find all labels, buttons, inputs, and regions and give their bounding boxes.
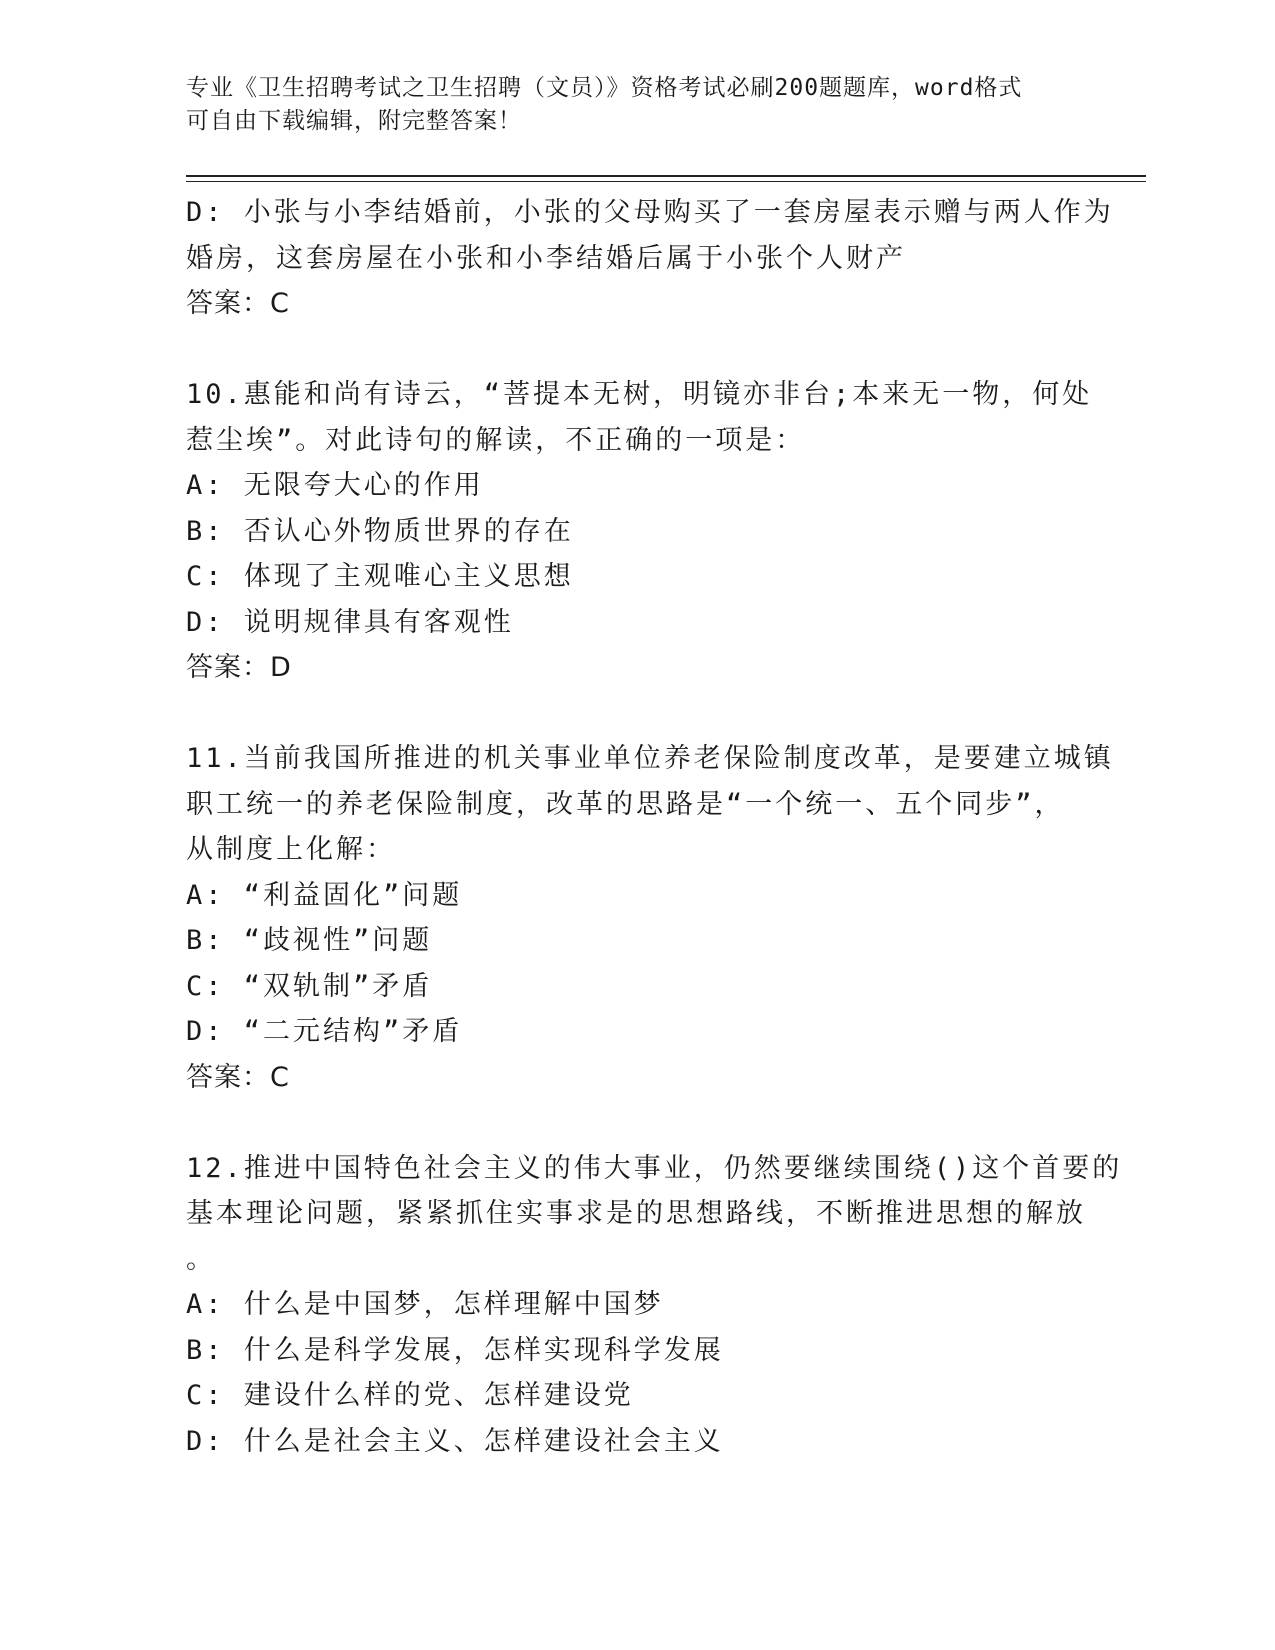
option-d: D: 说明规律具有客观性	[186, 606, 514, 638]
option-b: B: 否认心外物质世界的存在	[186, 515, 574, 547]
spacer	[186, 1100, 1086, 1146]
header-divider-thick	[186, 175, 1146, 177]
option-a: A: 无限夸大心的作用	[186, 470, 484, 501]
question-stem-line-2: 惹尘埃”。对此诗句的解读，不正确的一项是：	[186, 424, 806, 456]
spacer	[186, 327, 1086, 373]
question-stem-line-2: 基本理论问题，紧紧抓住实事求是的思想路线，不断推进思想的解放	[186, 1198, 1086, 1229]
option-d-line-1: D: 小张与小李结婚前，小张的父母购买了一套房屋表示赠与两人作为	[186, 197, 1114, 228]
question-stem-line-1: 12.推进中国特色社会主义的伟大事业，仍然要继续围绕()这个首要的	[186, 1152, 1123, 1184]
answer: 答案：C	[186, 1061, 290, 1093]
header-divider-thin	[186, 181, 1146, 182]
question-stem-line-3: 从制度上化解：	[186, 834, 396, 865]
question-12	[186, 1146, 1123, 1465]
option-c: C: 建设什么样的党、怎样建设党	[186, 1380, 634, 1411]
question-stem-line-3: 。	[186, 1243, 216, 1275]
question-11	[186, 736, 1114, 1100]
option-c: C: “双轨制”矛盾	[186, 970, 433, 1002]
question-stem-line-1: 10.惠能和尚有诗云，“菩提本无树，明镜亦非台;本来无一物，何处	[186, 379, 1093, 410]
option-b: B: 什么是科学发展，怎样实现科学发展	[186, 1334, 724, 1366]
option-a: A: “利益固化”问题	[186, 879, 463, 911]
option-a: A: 什么是中国梦，怎样理解中国梦	[186, 1289, 664, 1320]
option-d: D: 什么是社会主义、怎样建设社会主义	[186, 1425, 724, 1457]
question-10	[186, 372, 1093, 691]
answer: 答案：C	[186, 288, 290, 319]
option-d: D: “二元结构”矛盾	[186, 1016, 463, 1047]
answer: 答案：D	[186, 652, 292, 683]
question-9-tail	[186, 190, 1114, 327]
header-line-1: 专业《卫生招聘考试之卫生招聘（文员）》资格考试必刷200题题库，word格式	[186, 75, 1023, 101]
question-stem-line-2: 职工统一的养老保险制度，改革的思路是“一个统一、五个同步”，	[186, 788, 1065, 820]
header-line-2: 可自由下载编辑，附完整答案！	[186, 108, 522, 134]
page-header	[186, 72, 1066, 138]
option-c: C: 体现了主观唯心主义思想	[186, 561, 574, 592]
option-d-line-2: 婚房，这套房屋在小张和小李结婚后属于小张个人财产	[186, 242, 906, 274]
option-b: B: “歧视性”问题	[186, 925, 433, 956]
question-list	[186, 190, 1123, 1464]
spacer	[186, 691, 1086, 737]
question-stem-line-1: 11.当前我国所推进的机关事业单位养老保险制度改革，是要建立城镇	[186, 743, 1114, 774]
